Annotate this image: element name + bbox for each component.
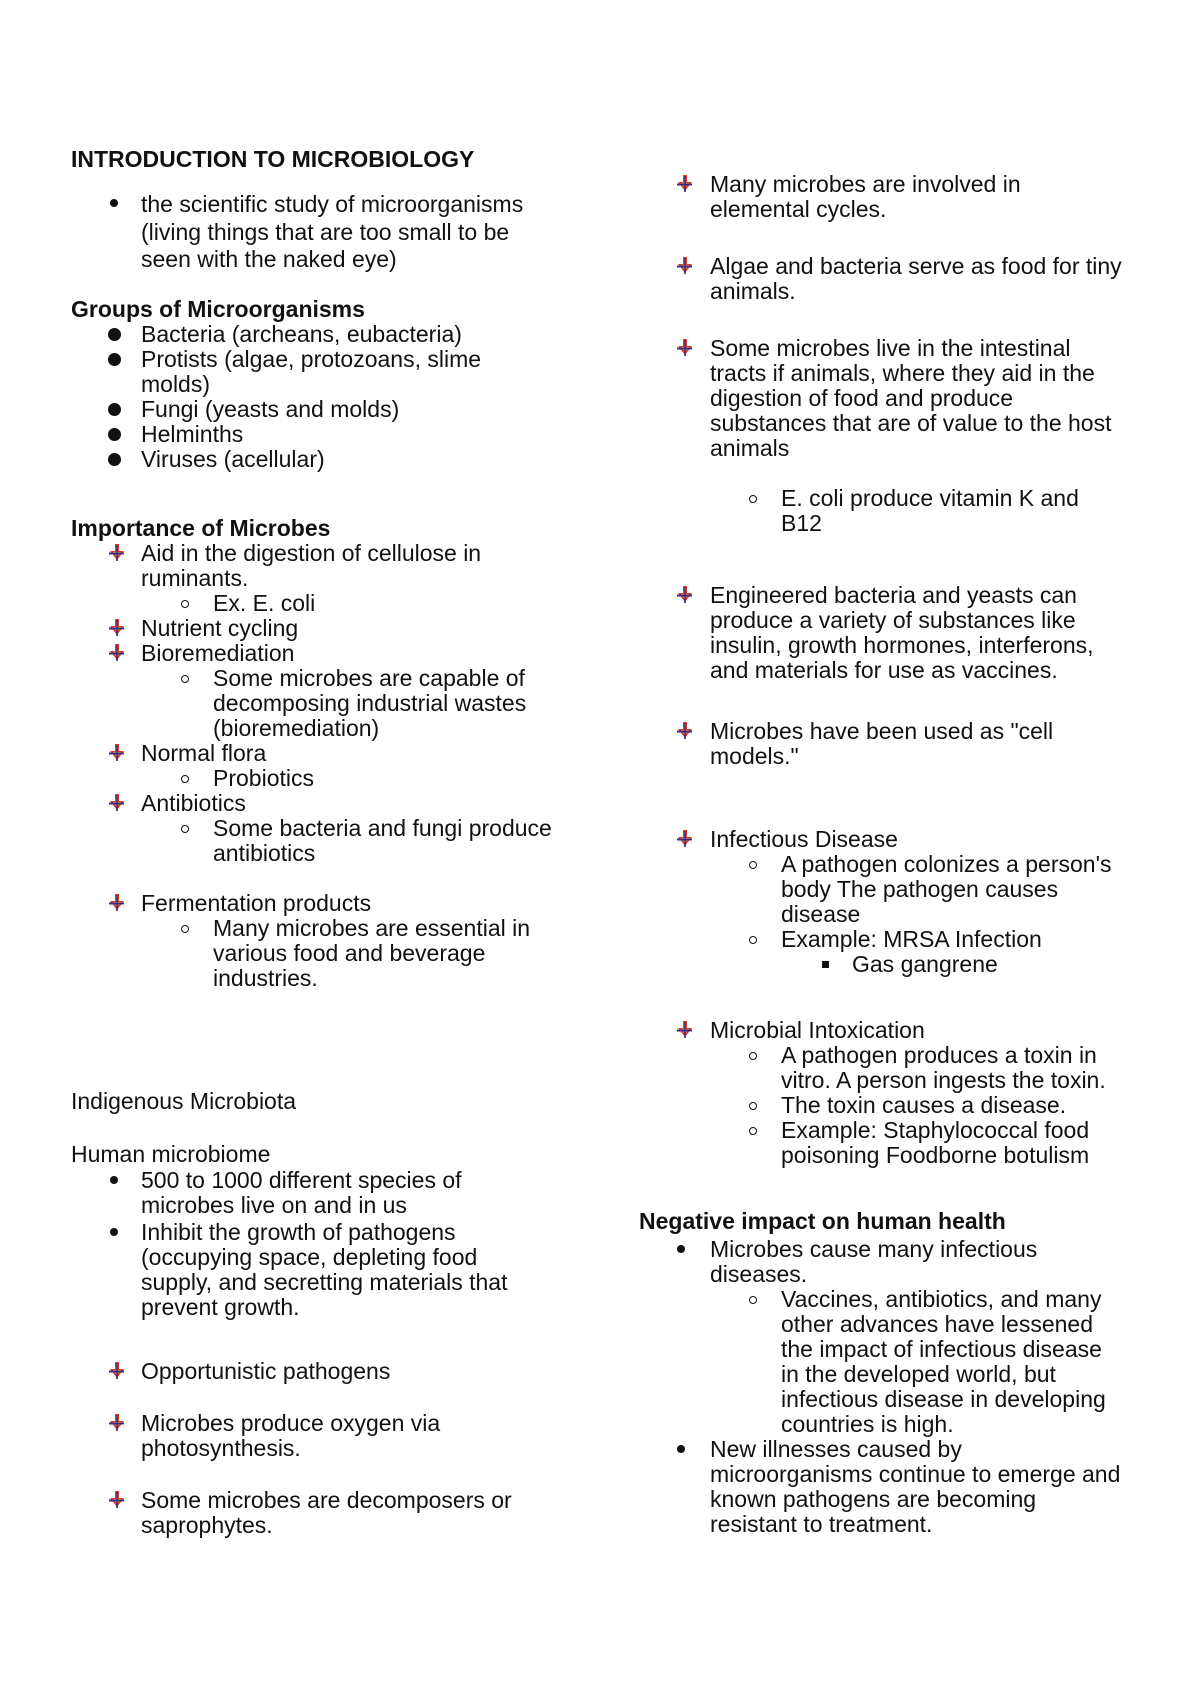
importance-item: Some microbes are decomposers or: [141, 1487, 512, 1513]
right-point-item: elemental cycles.: [710, 196, 887, 222]
right-point-item: Many microbes are involved in: [710, 171, 1021, 197]
right-subitem: disease: [781, 901, 861, 927]
definition-text: seen with the naked eye): [141, 246, 397, 272]
importance-item: Nutrient cycling: [141, 615, 299, 641]
right-subitem: vitro. A person ingests the toxin.: [781, 1067, 1106, 1093]
groups-heading: Groups of Microorganisms: [71, 296, 365, 322]
microbiome-item: (occupying space, depleting food: [141, 1244, 478, 1270]
indigenous-heading: Indigenous Microbiota: [71, 1088, 297, 1114]
importance-subitem: Some microbes are capable of: [213, 665, 525, 691]
circle-bullet-icon: [749, 1296, 757, 1304]
importance-item: Antibiotics: [141, 790, 246, 816]
importance-item: ruminants.: [141, 565, 249, 591]
dot-bullet-icon: [677, 1445, 685, 1453]
negative-item: Microbes cause many infectious: [710, 1236, 1038, 1262]
right-subitem: E. coli produce vitamin K and: [781, 485, 1079, 511]
circle-bullet-icon: [749, 936, 757, 944]
negative-subitem: the impact of infectious disease: [781, 1336, 1102, 1362]
importance-heading: Importance of Microbes: [71, 515, 331, 541]
right-subitem: A pathogen colonizes a person's: [781, 851, 1112, 877]
arrow-bullet-icon: [675, 585, 695, 605]
importance-item: Microbes produce oxygen via: [141, 1410, 441, 1436]
negative-subitem: other advances have lessened: [781, 1311, 1093, 1337]
arrow-bullet-icon: [675, 174, 695, 194]
circle-bullet-icon: [749, 1102, 757, 1110]
right-point-item: models.": [710, 743, 799, 769]
circle-bullet-icon: [749, 495, 757, 503]
right-subitem: body The pathogen causes: [781, 876, 1059, 902]
importance-subitem: industries.: [213, 965, 318, 991]
microbiome-item: supply, and secretting materials that: [141, 1269, 508, 1295]
right-point-item: substances that are of value to the host: [710, 410, 1112, 436]
right-point-item: Engineered bacteria and yeasts can: [710, 582, 1077, 608]
right-point-item: Infectious Disease: [710, 826, 898, 852]
right-point-item: tracts if animals, where they aid in the: [710, 360, 1095, 386]
negative-item: diseases.: [710, 1261, 808, 1287]
importance-item: Bioremediation: [141, 640, 295, 666]
negative-item: New illnesses caused by: [710, 1436, 962, 1462]
arrow-bullet-icon: [675, 1020, 695, 1040]
importance-item: Aid in the digestion of cellulose in: [141, 540, 482, 566]
microbiome-heading: Human microbiome: [71, 1141, 271, 1167]
right-subitem: Example: MRSA Infection: [781, 926, 1042, 952]
right-subitem: Example: Staphylococcal food: [781, 1117, 1090, 1143]
group-item: Viruses (acellular): [141, 446, 325, 472]
dot-bullet-icon: [677, 1245, 685, 1253]
arrow-bullet-icon: [675, 721, 695, 741]
importance-subitem: decomposing industrial wastes: [213, 690, 527, 716]
negative-subitem: infectious disease in developing: [781, 1386, 1106, 1412]
definition-text: (living things that are too small to be: [141, 219, 510, 245]
right-point-item: Algae and bacteria serve as food for tiny: [710, 253, 1122, 279]
right-point-item: digestion of food and produce: [710, 385, 1014, 411]
group-item: molds): [141, 371, 211, 397]
right-point-item: animals.: [710, 278, 796, 304]
importance-item: Fermentation products: [141, 890, 372, 916]
page-title: INTRODUCTION TO MICROBIOLOGY: [71, 146, 475, 172]
group-item: Protists (algae, protozoans, slime: [141, 346, 482, 372]
right-point-item: Microbial Intoxication: [710, 1017, 925, 1043]
group-item: Fungi (yeasts and molds): [141, 396, 400, 422]
microbiome-item: microbes live on and in us: [141, 1192, 407, 1218]
negative-item: known pathogens are becoming: [710, 1486, 1037, 1512]
importance-item: Opportunistic pathogens: [141, 1358, 391, 1384]
microbiome-item: 500 to 1000 different species of: [141, 1167, 462, 1193]
importance-subitem: (bioremediation): [213, 715, 380, 741]
importance-subitem: Probiotics: [213, 765, 314, 791]
negative-item: resistant to treatment.: [710, 1511, 933, 1537]
right-point-item: insulin, growth hormones, interferons,: [710, 632, 1094, 658]
square-bullet-icon: [822, 961, 829, 968]
negative-heading: Negative impact on human health: [639, 1208, 1006, 1234]
circle-bullet-icon: [749, 1052, 757, 1060]
group-item: Bacteria (archeans, eubacteria): [141, 321, 462, 347]
importance-subitem: Many microbes are essential in: [213, 915, 531, 941]
microbiome-item: Inhibit the growth of pathogens: [141, 1219, 456, 1245]
right-subitem: The toxin causes a disease.: [781, 1092, 1067, 1118]
arrow-bullet-icon: [675, 256, 695, 276]
right-point-item: Some microbes live in the intestinal: [710, 335, 1071, 361]
importance-subitem: various food and beverage: [213, 940, 486, 966]
right-point-item: and materials for use as vaccines.: [710, 657, 1058, 683]
right-subitem: poisoning Foodborne botulism: [781, 1142, 1090, 1168]
microbiome-item: prevent growth.: [141, 1294, 300, 1320]
right-point-item: produce a variety of substances like: [710, 607, 1076, 633]
importance-subitem: Some bacteria and fungi produce: [213, 815, 552, 841]
importance-subitem: Ex. E. coli: [213, 590, 316, 616]
right-subitem: B12: [781, 510, 822, 536]
definition-text: the scientific study of microorganisms: [141, 191, 524, 217]
importance-item: Normal flora: [141, 740, 267, 766]
negative-item: microorganisms continue to emerge and: [710, 1461, 1121, 1487]
importance-item: saprophytes.: [141, 1512, 273, 1538]
negative-subitem: in the developed world, but: [781, 1361, 1056, 1387]
importance-item: photosynthesis.: [141, 1435, 301, 1461]
right-subsubitem: Gas gangrene: [852, 951, 998, 977]
negative-subitem: countries is high.: [781, 1411, 954, 1437]
importance-subitem: antibiotics: [213, 840, 316, 866]
circle-bullet-icon: [749, 861, 757, 869]
right-point-item: animals: [710, 435, 790, 461]
arrow-bullet-icon: [675, 338, 695, 358]
group-item: Helminths: [141, 421, 244, 447]
arrow-bullet-icon: [675, 829, 695, 849]
right-subitem: A pathogen produces a toxin in: [781, 1042, 1097, 1068]
negative-subitem: Vaccines, antibiotics, and many: [781, 1286, 1102, 1312]
right-point-item: Microbes have been used as "cell: [710, 718, 1054, 744]
circle-bullet-icon: [749, 1127, 757, 1135]
